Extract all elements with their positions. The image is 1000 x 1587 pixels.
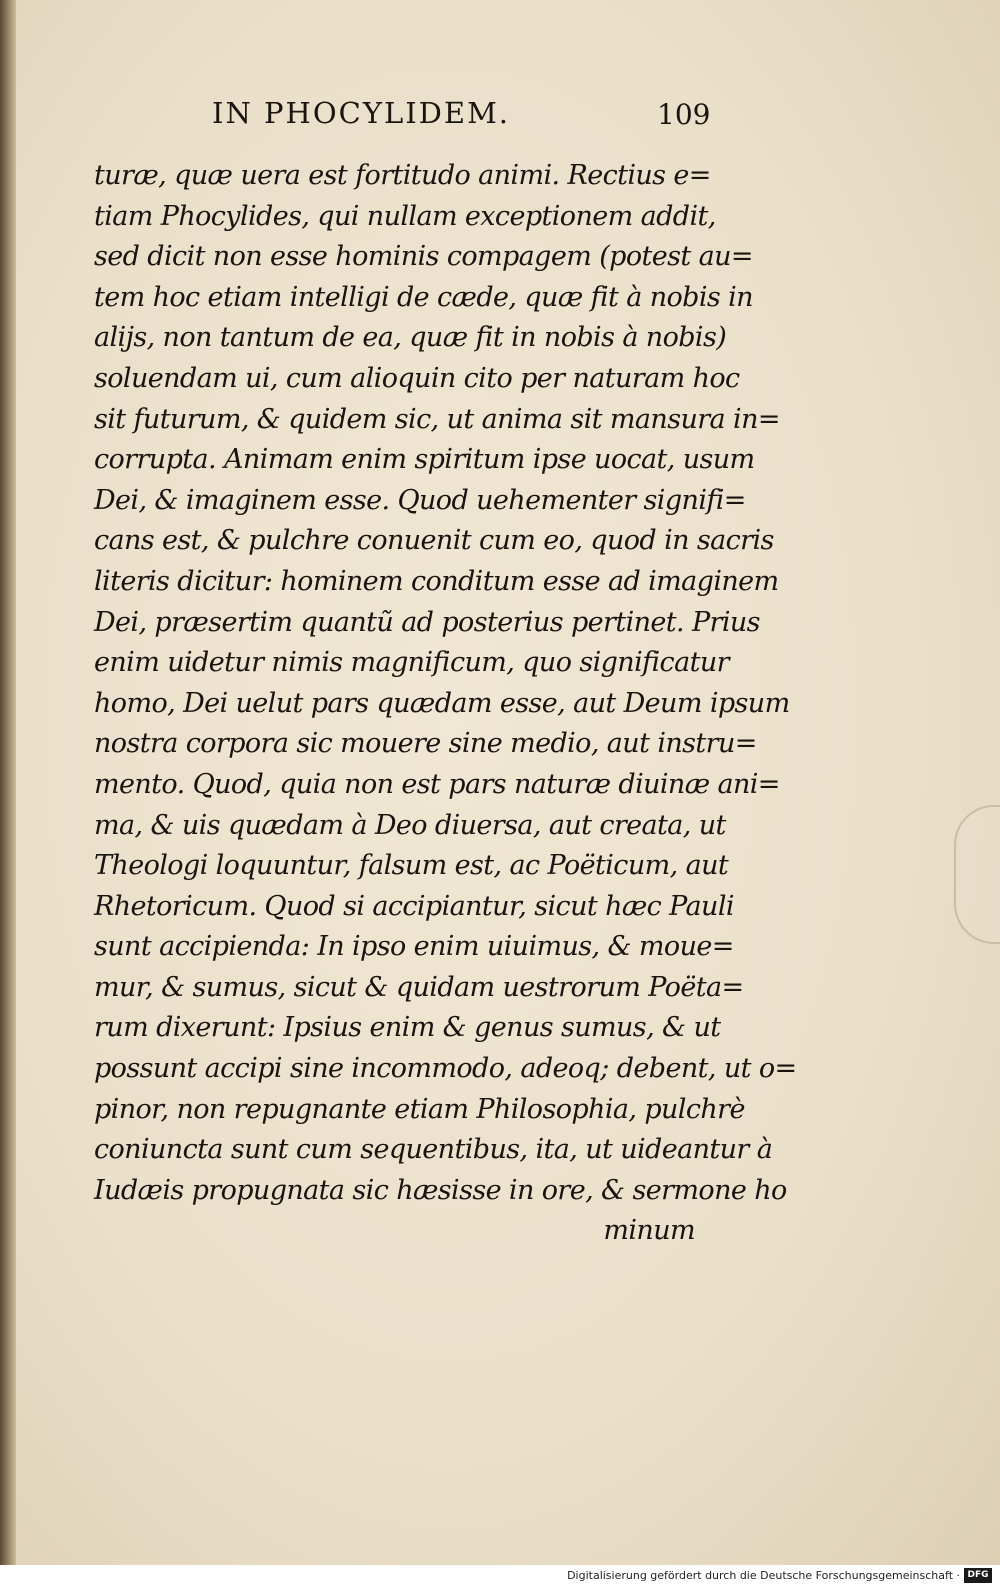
- text-line: alijs, non tantum de ea, quæ fit in nobis à nobis): [94, 322, 727, 354]
- text-line: corrupta. Animam enim spiritum ipse uocat, usum: [94, 444, 755, 476]
- text-line: homo, Dei uelut pars quædam esse, aut Deum ipsum: [94, 687, 790, 719]
- text-line: literis dicitur: hominem conditum esse ad imaginem: [94, 565, 779, 597]
- funding-credit: Digitalisierung gefördert durch die Deutsche Forschungsgemeinschaft ·: [567, 1569, 960, 1582]
- text-line: coniuncta sunt cum sequentibus, ita, ut uideantur à: [94, 1134, 773, 1166]
- page-gutter: [0, 0, 16, 1587]
- page-number: 109: [657, 98, 711, 131]
- page-clip-mark: [954, 805, 1000, 944]
- text-line: rum dixerunt: Ipsius enim & genus sumus, & ut: [94, 1012, 721, 1044]
- text-line: mento. Quod, quia non est pars naturæ diuinæ ani=: [94, 768, 780, 800]
- text-line: Dei, præsertim quantũ ad posterius pertinet. Prius: [94, 606, 760, 638]
- text-line: turæ, quæ uera est fortitudo animi. Rectius e=: [94, 160, 711, 191]
- text-line: tiam Phocylides, qui nullam exceptionem addit,: [94, 200, 716, 232]
- text-line: tem hoc etiam intelligi de cæde, quæ fit à nobis in: [94, 281, 753, 313]
- text-line: sunt accipienda: In ipso enim uiuimus, & moue=: [94, 931, 734, 963]
- text-line: soluendam ui, cum alioquin cito per naturam hoc: [94, 362, 740, 394]
- text-line: Rhetoricum. Quod si accipiantur, sicut hæc Pauli: [94, 890, 734, 922]
- text-line: Dei, & imaginem esse. Quod uehementer signifi=: [94, 484, 746, 516]
- text-line: Iudæis propugnata sic hæsisse in ore, & sermone ho: [94, 1174, 787, 1206]
- text-line: sed dicit non esse hominis compagem (potest au=: [94, 241, 753, 273]
- text-line: enim uidetur nimis magnificum, quo significatur: [94, 647, 729, 679]
- page-header: [212, 96, 712, 136]
- digitization-footer: [0, 1565, 1000, 1587]
- text-line: nostra corpora sic mouere sine medio, aut instru=: [94, 728, 757, 760]
- text-line: pinor, non repugnante etiam Philosophia, pulchrè: [94, 1093, 745, 1125]
- text-line: ma, & uis quædam à Deo diuersa, aut creata, ut: [94, 809, 726, 841]
- text-line: mur, & sumus, sicut & quidam uestrorum Poëta=: [94, 971, 744, 1003]
- running-head: IN PHOCYLIDEM.: [212, 96, 511, 130]
- text-line: minum: [603, 1215, 695, 1247]
- text-line: possunt accipi sine incommodo, adeoq; debent, ut o=: [94, 1053, 797, 1085]
- text-line: Theologi loquuntur, falsum est, ac Poëticum, aut: [94, 850, 729, 882]
- text-line: sit futurum, & quidem sic, ut anima sit mansura in=: [94, 403, 780, 435]
- dfg-logo: DFG: [964, 1568, 992, 1583]
- body-text: [94, 156, 797, 1252]
- text-line: cans est, & pulchre conuenit cum eo, quod in sacris: [94, 525, 774, 557]
